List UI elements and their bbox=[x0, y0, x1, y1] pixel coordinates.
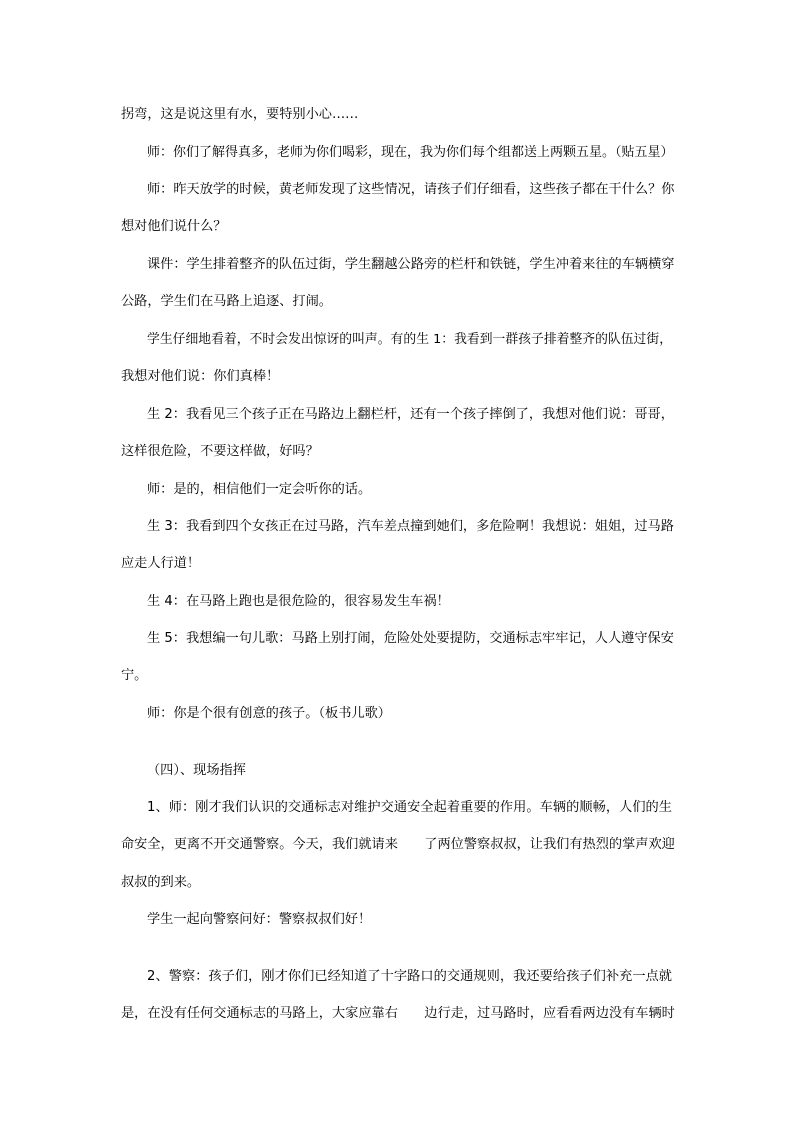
text-line: 1、师：刚才我们认识的交通标志对维护交通安全起着重要的作用。车辆的顺畅，人们的生 bbox=[147, 800, 672, 815]
text-line: 师：你是个很有创意的孩子。（板书儿歌） bbox=[147, 706, 391, 721]
text-line: 生 5：我想编一句儿歌：马路上别打闹，危险处处要提防，交通标志牢牢记，人人遵守保安 bbox=[147, 631, 674, 646]
text-line: 学生仔细地看着，不时会发出惊讶的叫声。有的生 1：我看到一群孩子排着整齐的队伍过街， bbox=[147, 332, 672, 347]
text-line: 命安全，更离不开交通警察。今天，我们就请来 了两位警察叔叔，让我们有热烈的掌声欢迎 bbox=[121, 837, 675, 852]
text-line: 这样很危险，不要这样做，好吗？ bbox=[121, 444, 319, 459]
text-line: 师：是的，相信他们一定会听你的话。 bbox=[147, 482, 372, 497]
text-line: 课件：学生排着整齐的队伍过街，学生翻越公路旁的栏杆和铁链，学生冲着来往的车辆横穿 bbox=[147, 257, 675, 272]
text-line: 生 4：在马路上跑也是很危险的，很容易发生车祸！ bbox=[147, 594, 450, 609]
text-line: 想对他们说什么？ bbox=[121, 219, 227, 234]
text-line: 是，在没有任何交通标志的马路上，大家应靠右 边行走，过马路时，应看看两边没有车辆时 bbox=[121, 1006, 675, 1021]
text-line: 生 3：我看到四个女孩正在过马路，汽车差点撞到她们，多危险啊！我想说：姐姐，过马路 bbox=[147, 519, 674, 534]
text-line: 应走人行道！ bbox=[121, 556, 201, 571]
section-heading: （四）、现场指挥 bbox=[147, 763, 246, 778]
text-line: 拐弯，这是说这里有水，要特别小心…… bbox=[121, 107, 359, 122]
text-line: 学生一起向警察问好：警察叔叔们好！ bbox=[147, 912, 372, 927]
text-line: 2、警察：孩子们，刚才你们已经知道了十字路口的交通规则，我还要给孩子们补充一点就 bbox=[147, 969, 672, 984]
text-line: 叔叔的到来。 bbox=[121, 875, 201, 890]
text-line: 生 2：我看见三个孩子正在马路边上翻栏杆，还有一个孩子摔倒了，我想对他们说：哥哥， bbox=[147, 407, 674, 422]
text-line: 宁。 bbox=[121, 668, 148, 683]
text-line: 师：昨天放学的时候，黄老师发现了这些情况，请孩子们仔细看，这些孩子都在干什么？你 bbox=[147, 182, 675, 197]
text-line: 公路，学生们在马路上追逐、打闹。 bbox=[121, 294, 332, 309]
text-line: 我想对他们说：你们真棒！ bbox=[121, 369, 280, 384]
text-line: 师：你们了解得真多，老师为你们喝彩，现在，我为你们每个组都送上两颗五星。（贴五星） bbox=[147, 145, 674, 160]
